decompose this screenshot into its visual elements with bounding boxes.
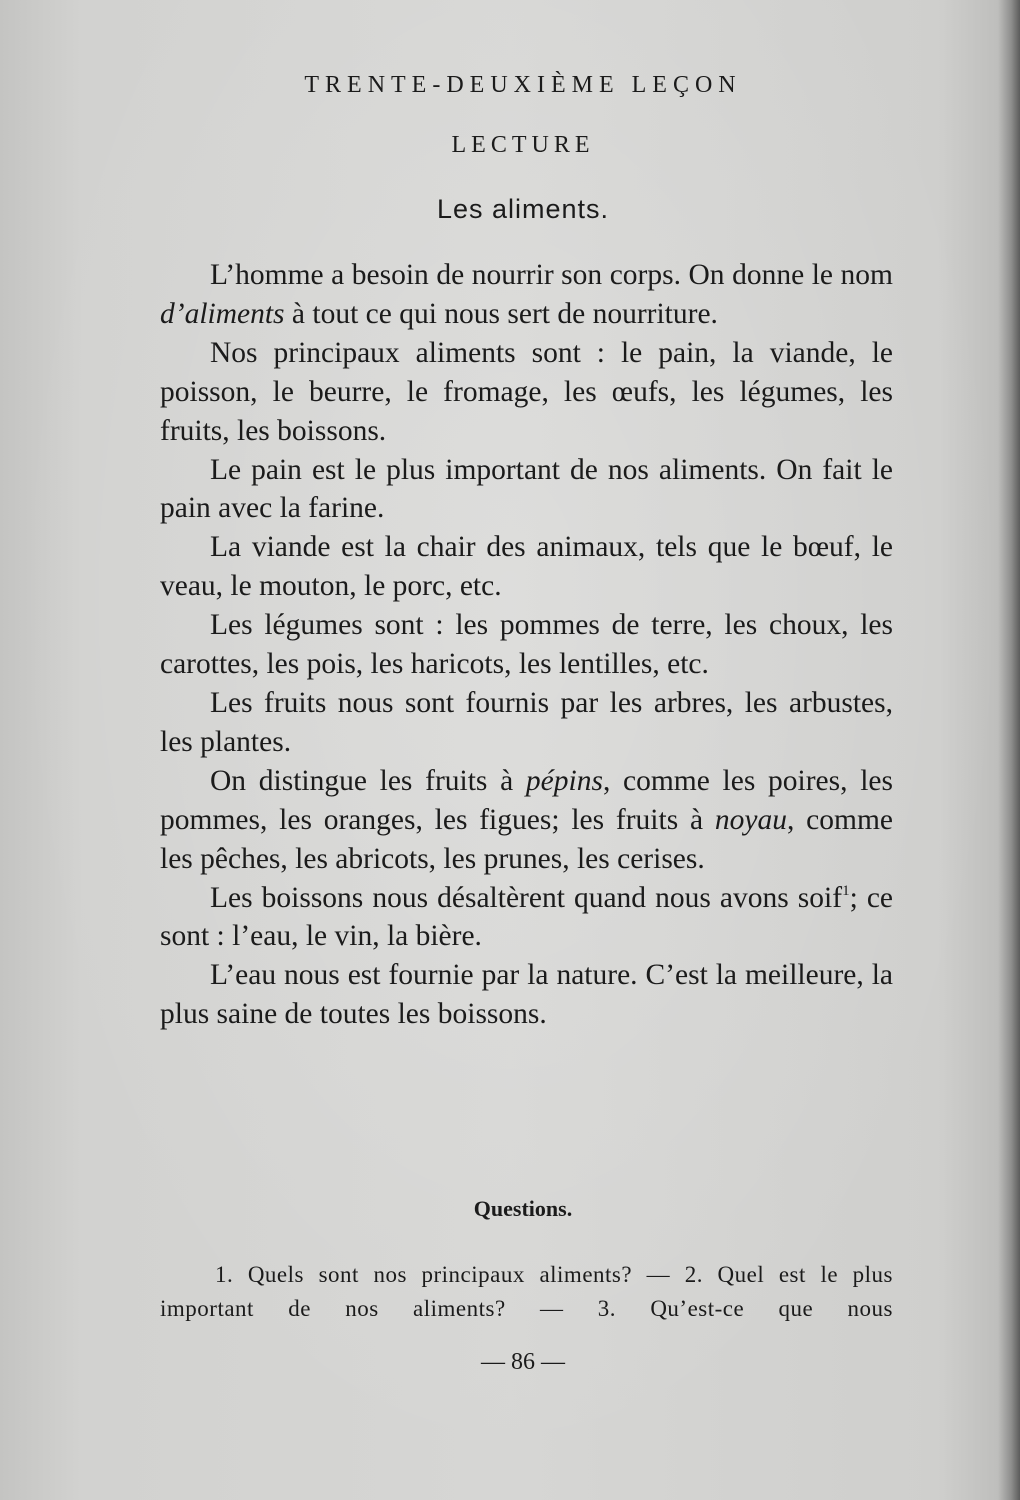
section-heading: LECTURE: [451, 132, 595, 158]
paragraph-7-text-a: On distingue les fruits à: [210, 764, 526, 797]
questions-block: [160, 1258, 893, 1326]
page-number: — 86 —: [481, 1349, 565, 1375]
paragraph-7-text-c: , comme les pêches, les abricots, les prunes, les cerises.: [160, 803, 893, 875]
paragraph-7: [160, 762, 893, 879]
paragraph-9: L’eau nous est fournie par la nature. C’est la meilleure, la plus saine de toutes les boissons.: [160, 959, 893, 1031]
paragraph-1-text-a: L’homme a besoin de nourrir son corps. On donne le nom: [210, 259, 893, 291]
paragraph-3: Le pain est le plus important de nos aliments. On fait le pain avec la farine.: [160, 453, 893, 525]
reading-text: [160, 256, 893, 1034]
paragraph-7-italic-2: noyau: [714, 803, 787, 836]
paragraph-6: Les fruits nous sont fournis par les arbres, les arbustes, les plantes.: [160, 686, 893, 758]
paragraph-7-italic-1: pépins: [525, 764, 603, 797]
paragraph-8-text-b: ; ce sont : l’eau, le vin, la bière.: [160, 881, 894, 953]
paragraph-1-italic: d’aliments: [160, 297, 285, 330]
page-binding-edge: [998, 0, 1020, 1500]
paragraph-7-text-b: , comme les poires, les pommes, les oranges, les figues; les fruits à: [160, 764, 893, 836]
footnote-marker: 1: [842, 882, 850, 899]
paragraph-1-text-b: à tout ce qui nous sert de nourriture.: [284, 297, 718, 330]
paragraph-8: [160, 879, 893, 957]
chapter-heading: TRENTE-DEUXIÈME LEÇON: [304, 72, 742, 98]
lesson-title: Les aliments.: [436, 194, 610, 224]
questions-text: 1. Quels sont nos principaux aliments? — 2. Quel est le plus important de nos aliments? — 3. Qu’est-ce que nous: [160, 1262, 893, 1321]
questions-heading: Questions.: [473, 1196, 573, 1221]
paragraph-2: Nos principaux aliments sont : le pain, la viande, le poisson, le beurre, le fromage, les œufs, les légumes, les fruits, les boissons.: [160, 336, 893, 447]
paragraph-4: La viande est la chair des animaux, tels que le bœuf, le veau, le mouton, le porc, etc.: [160, 531, 893, 603]
paragraph-1: [160, 256, 893, 334]
paragraph-8-text-a: Les boissons nous désaltèrent quand nous avons soif: [210, 881, 843, 914]
paragraph-5: Les légumes sont : les pommes de terre, les choux, les carottes, les pois, les haricots, les lentilles, etc.: [160, 609, 893, 681]
